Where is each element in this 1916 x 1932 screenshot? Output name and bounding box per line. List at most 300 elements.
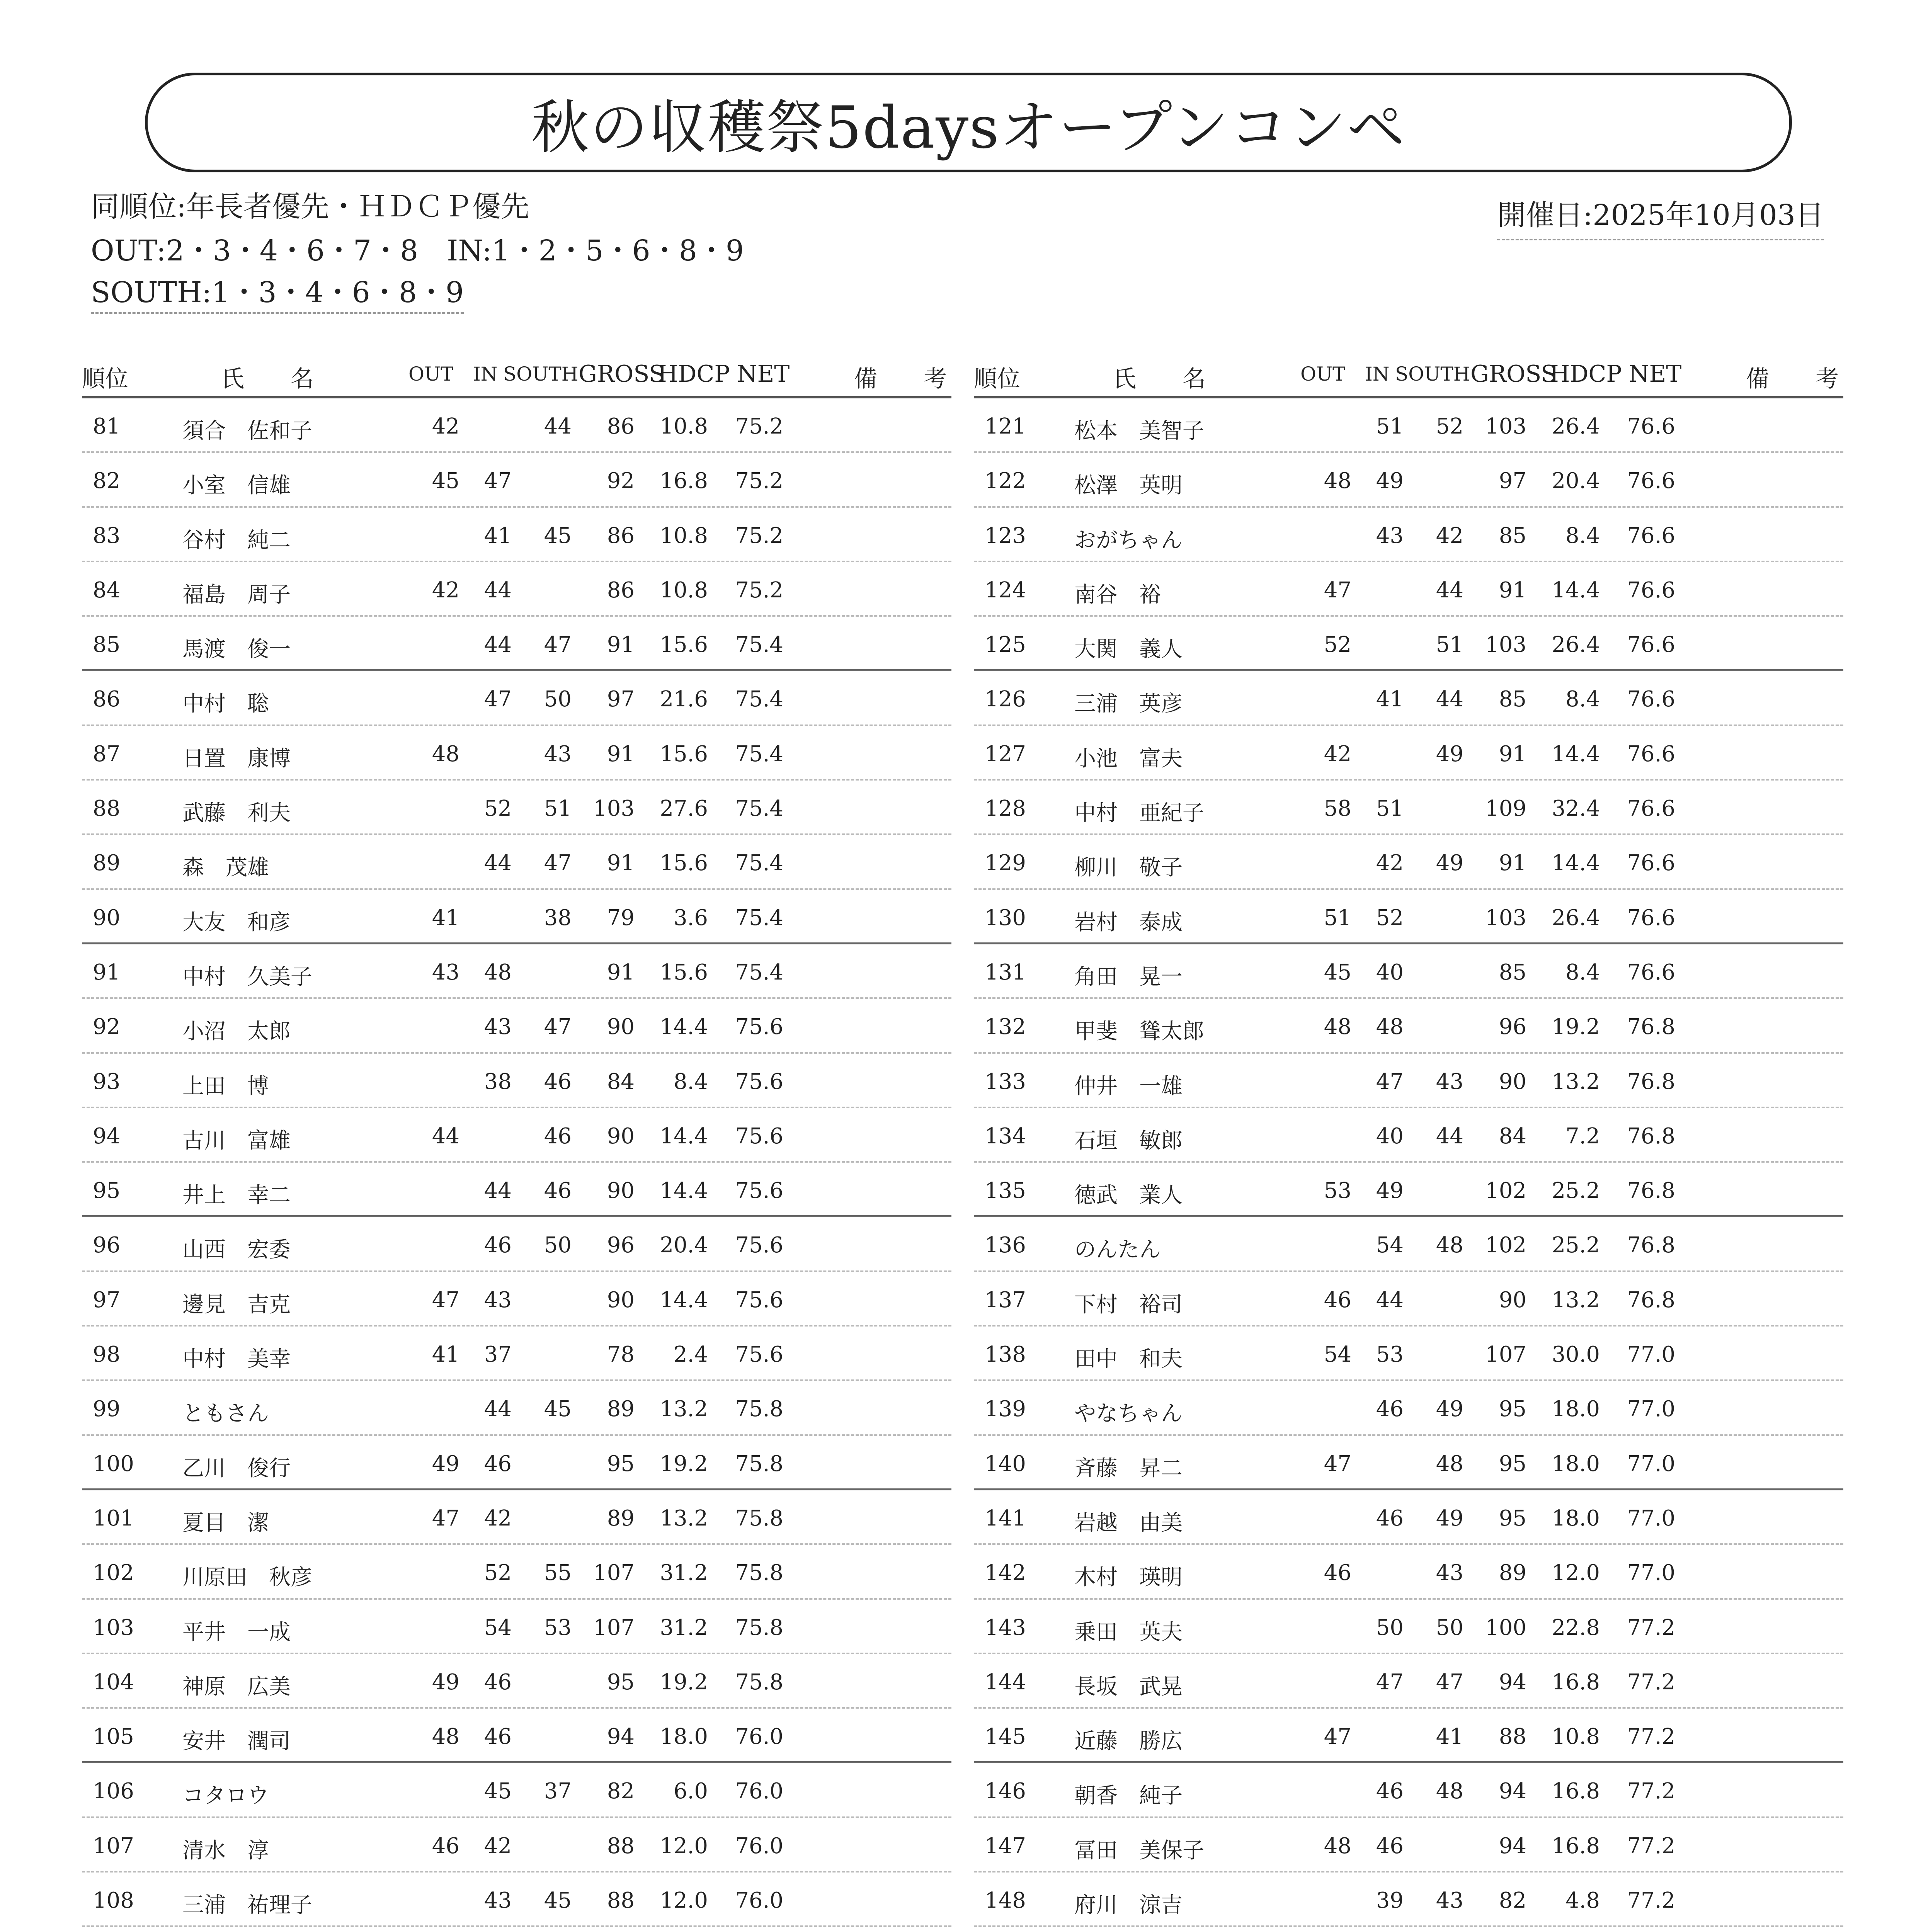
out-cell: 43 (432, 959, 459, 985)
gross-cell: 91 (1499, 741, 1526, 767)
net-cell: 77.2 (1627, 1669, 1675, 1695)
south-cell: 44 (1436, 1123, 1463, 1149)
south-cell: 45 (544, 523, 572, 548)
net-cell: 76.8 (1627, 1178, 1675, 1204)
net-cell: 76.6 (1627, 905, 1675, 930)
name-cell: 南谷 裕 (1074, 582, 1161, 607)
in-cell: 52 (1376, 905, 1404, 930)
name-cell: 三浦 祐理子 (182, 1893, 312, 1918)
table-row (82, 1272, 951, 1327)
hdcp-cell: 14.4 (660, 1123, 708, 1149)
out-cell: 52 (1324, 632, 1351, 658)
hdcp-cell: 13.2 (1552, 1069, 1600, 1094)
hdcp-cell: 26.4 (1552, 414, 1600, 439)
table-row (974, 1490, 1843, 1545)
rank-cell: 137 (985, 1287, 1026, 1313)
hdcp-cell: 10.8 (660, 577, 708, 603)
rank-cell: 100 (93, 1451, 134, 1476)
rank-cell: 97 (93, 1287, 121, 1313)
out-cell: 48 (432, 1724, 459, 1750)
table-row (974, 453, 1843, 507)
gross-cell: 95 (607, 1669, 635, 1695)
hdcp-cell: 15.6 (660, 959, 708, 985)
name-cell: 甲斐 聳太郎 (1074, 1019, 1204, 1044)
table-row (82, 890, 951, 944)
name-cell: 谷村 純二 (182, 527, 291, 553)
hdcp-cell: 3.6 (673, 905, 708, 930)
rank-cell: 93 (93, 1069, 121, 1094)
name-cell: 大友 和彦 (182, 910, 291, 935)
name-cell: 石垣 敏郎 (1074, 1128, 1183, 1153)
rank-cell: 136 (985, 1233, 1026, 1258)
in-cell: 44 (484, 1178, 512, 1204)
in-cell: 46 (484, 1669, 512, 1695)
rank-cell: 87 (93, 741, 121, 767)
name-cell: 大関 義人 (1074, 637, 1183, 662)
name-cell: 邊見 吉克 (182, 1292, 291, 1317)
gross-cell: 107 (593, 1560, 635, 1586)
gross-cell: 91 (607, 959, 635, 985)
hdcp-cell: 14.4 (660, 1287, 708, 1313)
south-cell: 55 (544, 1560, 572, 1586)
south-cell: 49 (1436, 741, 1463, 767)
gross-cell: 85 (1499, 523, 1526, 548)
table-row (974, 1818, 1843, 1872)
rank-cell: 101 (93, 1505, 134, 1531)
net-cell: 75.6 (735, 1014, 783, 1040)
page-title: 秋の収穫祭5daysオープンコンペ (531, 94, 1406, 162)
gross-cell: 94 (607, 1724, 635, 1750)
header-net: NET (737, 361, 790, 388)
gross-cell: 96 (607, 1233, 635, 1258)
net-cell: 75.8 (735, 1560, 783, 1586)
out-cell: 47 (1324, 1451, 1351, 1476)
table-row (974, 1272, 1843, 1327)
gross-cell: 94 (1499, 1669, 1526, 1695)
table-row (974, 1054, 1843, 1108)
net-cell: 76.6 (1627, 959, 1675, 985)
name-cell: 柳川 敬子 (1074, 855, 1183, 881)
rank-cell: 139 (985, 1396, 1026, 1422)
gross-cell: 91 (607, 741, 635, 767)
name-cell: 朝香 純子 (1074, 1783, 1183, 1809)
rank-cell: 143 (985, 1615, 1026, 1640)
name-cell: 中村 久美子 (182, 964, 312, 990)
table-row (974, 508, 1843, 562)
net-cell: 75.2 (735, 577, 783, 603)
hdcp-cell: 15.6 (660, 850, 708, 876)
gross-cell: 86 (607, 523, 635, 548)
gross-cell: 102 (1485, 1178, 1526, 1204)
gross-cell: 96 (1499, 1014, 1526, 1040)
in-cell: 41 (1376, 687, 1404, 712)
table-row (82, 1872, 951, 1927)
table-row (82, 1327, 951, 1381)
south-cell: 47 (544, 1014, 572, 1040)
out-cell: 47 (432, 1287, 459, 1313)
gross-cell: 88 (1499, 1724, 1526, 1750)
out-cell: 58 (1324, 796, 1351, 821)
table-row (82, 781, 951, 835)
name-cell: 神原 広美 (182, 1674, 291, 1699)
net-cell: 75.4 (735, 687, 783, 712)
name-cell: 川原田 秋彦 (182, 1565, 312, 1590)
rank-cell: 138 (985, 1342, 1026, 1367)
in-cell: 49 (1376, 1178, 1404, 1204)
rank-cell: 84 (93, 577, 121, 603)
net-cell: 77.0 (1627, 1505, 1675, 1531)
table-row (82, 1436, 951, 1490)
name-cell: 斉藤 昇二 (1074, 1456, 1183, 1481)
table-row (82, 671, 951, 726)
table-row (82, 562, 951, 617)
hdcp-cell: 18.0 (660, 1724, 708, 1750)
net-cell: 75.2 (735, 523, 783, 548)
tie-rule: 同順位:年長者優先・ＨＤＣＰ優先 (91, 190, 529, 223)
rank-cell: 89 (93, 850, 121, 876)
hdcp-cell: 16.8 (1552, 1779, 1600, 1804)
gross-cell: 90 (1499, 1069, 1526, 1094)
header-remarks: 備 考 (854, 366, 947, 393)
name-cell: 中村 聡 (182, 691, 269, 717)
in-cell: 40 (1376, 1123, 1404, 1149)
header-gross: GROSS (1470, 361, 1557, 388)
out-cell: 46 (1324, 1560, 1351, 1586)
net-cell: 75.2 (735, 414, 783, 439)
gross-cell: 102 (1485, 1233, 1526, 1258)
hdcp-cell: 8.4 (1565, 687, 1600, 712)
out-cell: 49 (432, 1451, 459, 1476)
net-cell: 75.8 (735, 1615, 783, 1640)
header-south: SOUTH (1395, 363, 1470, 385)
table-row (974, 1709, 1843, 1763)
rank-cell: 102 (93, 1560, 134, 1586)
in-cell: 43 (1376, 523, 1404, 548)
out-cell: 49 (432, 1669, 459, 1695)
net-cell: 77.2 (1627, 1888, 1675, 1913)
in-cell: 39 (1376, 1888, 1404, 1913)
rank-cell: 131 (985, 959, 1026, 985)
gross-cell: 86 (607, 414, 635, 439)
hdcp-cell: 12.0 (1552, 1560, 1600, 1586)
out-cell: 48 (432, 741, 459, 767)
hdcp-cell: 10.8 (1552, 1724, 1600, 1750)
south-cell: 48 (1436, 1451, 1463, 1476)
rank-cell: 90 (93, 905, 121, 930)
hdcp-cell: 8.4 (673, 1069, 708, 1094)
hdcp-cell: 20.4 (660, 1233, 708, 1258)
south-cell: 50 (544, 1233, 572, 1258)
hdcp-cell: 10.8 (660, 523, 708, 548)
net-cell: 76.8 (1627, 1123, 1675, 1149)
in-cell: 51 (1376, 796, 1404, 821)
rank-cell: 104 (93, 1669, 134, 1695)
rank-cell: 106 (93, 1779, 134, 1804)
table-row (82, 617, 951, 671)
table-row (82, 1709, 951, 1763)
net-cell: 76.6 (1627, 523, 1675, 548)
name-cell: 角田 晃一 (1074, 964, 1183, 990)
net-cell: 76.0 (735, 1888, 783, 1913)
rank-cell: 121 (985, 414, 1026, 439)
south-cell: 51 (1436, 632, 1463, 658)
south-cell: 46 (544, 1069, 572, 1094)
name-cell: 岩村 泰成 (1074, 910, 1183, 935)
in-cell: 42 (484, 1505, 512, 1531)
south-cell: 41 (1436, 1724, 1463, 1750)
out-in-holes: OUT:2・3・4・6・7・8 IN:1・2・5・6・8・9 (91, 234, 744, 267)
out-cell: 42 (432, 577, 459, 603)
south-cell: 43 (1436, 1560, 1463, 1586)
hdcp-cell: 13.2 (660, 1396, 708, 1422)
net-cell: 77.2 (1627, 1615, 1675, 1640)
hdcp-cell: 26.4 (1552, 632, 1600, 658)
name-cell: 武藤 利夫 (182, 801, 291, 826)
in-cell: 50 (1376, 1615, 1404, 1640)
in-cell: 47 (484, 468, 512, 494)
rank-cell: 96 (93, 1233, 121, 1258)
net-cell: 77.2 (1627, 1833, 1675, 1859)
south-cell: 48 (1436, 1233, 1463, 1258)
out-cell: 42 (432, 414, 459, 439)
table-header (974, 350, 1843, 398)
in-cell: 45 (484, 1779, 512, 1804)
net-cell: 75.4 (735, 796, 783, 821)
in-cell: 51 (1376, 414, 1404, 439)
net-cell: 76.6 (1627, 468, 1675, 494)
gross-cell: 84 (1499, 1123, 1526, 1149)
in-cell: 38 (484, 1069, 512, 1094)
south-cell: 46 (544, 1178, 572, 1204)
header-out: OUT (1300, 363, 1346, 385)
table-row (82, 1381, 951, 1435)
south-cell: 49 (1436, 1396, 1463, 1422)
rank-cell: 125 (985, 632, 1026, 658)
south-holes: SOUTH:1・3・4・6・8・9 (91, 278, 464, 314)
in-cell: 44 (484, 632, 512, 658)
table-row (974, 617, 1843, 671)
name-cell: 長坂 武晃 (1074, 1674, 1183, 1699)
gross-cell: 88 (607, 1833, 635, 1859)
hdcp-cell: 32.4 (1552, 796, 1600, 821)
net-cell: 75.4 (735, 741, 783, 767)
name-cell: 冨田 美保子 (1074, 1838, 1204, 1863)
table-row (82, 1490, 951, 1545)
hdcp-cell: 14.4 (1552, 577, 1600, 603)
name-cell: 松澤 英明 (1074, 473, 1183, 498)
south-cell: 47 (544, 850, 572, 876)
net-cell: 76.6 (1627, 577, 1675, 603)
net-cell: 75.8 (735, 1669, 783, 1695)
hdcp-cell: 22.8 (1552, 1615, 1600, 1640)
rank-cell: 134 (985, 1123, 1026, 1149)
south-cell: 44 (1436, 577, 1463, 603)
in-cell: 49 (1376, 468, 1404, 494)
table-row (974, 1163, 1843, 1217)
name-cell: 小池 富夫 (1074, 746, 1183, 771)
net-cell: 76.8 (1627, 1233, 1675, 1258)
south-cell: 44 (1436, 687, 1463, 712)
net-cell: 77.0 (1627, 1396, 1675, 1422)
gross-cell: 95 (1499, 1451, 1526, 1476)
hdcp-cell: 19.2 (660, 1669, 708, 1695)
name-cell: 三浦 英彦 (1074, 691, 1183, 717)
gross-cell: 89 (607, 1505, 635, 1531)
net-cell: 77.0 (1627, 1560, 1675, 1586)
gross-cell: 89 (1499, 1560, 1526, 1586)
net-cell: 75.6 (735, 1123, 783, 1149)
rank-cell: 140 (985, 1451, 1026, 1476)
table-row (974, 1436, 1843, 1490)
out-cell: 51 (1324, 905, 1351, 930)
header-net: NET (1629, 361, 1682, 388)
in-cell: 44 (1376, 1287, 1404, 1313)
name-cell: 井上 幸二 (182, 1183, 291, 1208)
net-cell: 76.6 (1627, 796, 1675, 821)
gross-cell: 89 (607, 1396, 635, 1422)
out-cell: 48 (1324, 468, 1351, 494)
table-row (82, 1217, 951, 1272)
in-cell: 47 (1376, 1069, 1404, 1094)
south-cell: 53 (544, 1615, 572, 1640)
rank-cell: 148 (985, 1888, 1026, 1913)
name-cell: 平井 一成 (182, 1619, 291, 1645)
gross-cell: 95 (607, 1451, 635, 1476)
header-remarks: 備 考 (1746, 366, 1839, 393)
net-cell: 76.0 (735, 1833, 783, 1859)
net-cell: 75.4 (735, 850, 783, 876)
in-cell: 46 (484, 1724, 512, 1750)
header-hdcp: HDCP (1550, 361, 1622, 388)
rank-cell: 147 (985, 1833, 1026, 1859)
name-cell: 山西 宏委 (182, 1237, 291, 1263)
in-cell: 42 (484, 1833, 512, 1859)
out-cell: 42 (1324, 741, 1351, 767)
header-rank: 順位 (82, 366, 128, 393)
hdcp-cell: 31.2 (660, 1615, 708, 1640)
name-cell: 古川 富雄 (182, 1128, 291, 1153)
name-cell: 木村 瑛明 (1074, 1565, 1183, 1590)
hdcp-cell: 27.6 (660, 796, 708, 821)
rank-cell: 95 (93, 1178, 121, 1204)
net-cell: 76.8 (1627, 1069, 1675, 1094)
table-row (974, 1654, 1843, 1709)
table-row (82, 1600, 951, 1654)
in-cell: 41 (484, 523, 512, 548)
table-row (82, 726, 951, 781)
rank-cell: 86 (93, 687, 121, 712)
in-cell: 46 (1376, 1396, 1404, 1422)
in-cell: 54 (1376, 1233, 1404, 1258)
south-cell: 47 (1436, 1669, 1463, 1695)
hdcp-cell: 12.0 (660, 1888, 708, 1913)
name-cell: 須合 佐和子 (182, 418, 312, 444)
rank-cell: 108 (93, 1888, 134, 1913)
hdcp-cell: 18.0 (1552, 1396, 1600, 1422)
south-cell: 46 (544, 1123, 572, 1149)
south-cell: 49 (1436, 850, 1463, 876)
hdcp-cell: 8.4 (1565, 523, 1600, 548)
in-cell: 46 (1376, 1505, 1404, 1531)
hdcp-cell: 13.2 (1552, 1287, 1600, 1313)
hdcp-cell: 20.4 (1552, 468, 1600, 494)
net-cell: 75.6 (735, 1069, 783, 1094)
rank-cell: 94 (93, 1123, 121, 1149)
hdcp-cell: 18.0 (1552, 1451, 1600, 1476)
results-table-right (974, 350, 1843, 1932)
gross-cell: 90 (1499, 1287, 1526, 1313)
event-date: 開催日:2025年10月03日 (1497, 192, 1824, 240)
gross-cell: 97 (1499, 468, 1526, 494)
table-row (974, 1545, 1843, 1599)
out-cell: 48 (1324, 1014, 1351, 1040)
gross-cell: 90 (607, 1123, 635, 1149)
out-cell: 53 (1324, 1178, 1351, 1204)
hdcp-cell: 16.8 (1552, 1833, 1600, 1859)
in-cell: 47 (1376, 1669, 1404, 1695)
out-cell: 41 (432, 905, 459, 930)
name-cell: 馬渡 俊一 (182, 637, 291, 662)
in-cell: 46 (484, 1233, 512, 1258)
hdcp-cell: 26.4 (1552, 905, 1600, 930)
header-gross: GROSS (579, 361, 665, 388)
in-cell: 43 (484, 1014, 512, 1040)
gross-cell: 94 (1499, 1833, 1526, 1859)
hdcp-cell: 14.4 (660, 1014, 708, 1040)
table-row (974, 835, 1843, 889)
in-cell: 40 (1376, 959, 1404, 985)
gross-cell: 107 (1485, 1342, 1526, 1367)
header-in: IN (473, 363, 498, 385)
south-cell: 43 (1436, 1888, 1463, 1913)
gross-cell: 79 (607, 905, 635, 930)
gross-cell: 85 (1499, 959, 1526, 985)
net-cell: 77.2 (1627, 1724, 1675, 1750)
gross-cell: 92 (607, 468, 635, 494)
hdcp-cell: 14.4 (1552, 850, 1600, 876)
south-cell: 42 (1436, 523, 1463, 548)
gross-cell: 91 (607, 632, 635, 658)
name-cell: ともさん (182, 1401, 269, 1427)
table-row (974, 1381, 1843, 1435)
gross-cell: 90 (607, 1178, 635, 1204)
gross-cell: 91 (1499, 850, 1526, 876)
rank-cell: 126 (985, 687, 1026, 712)
name-cell: 田中 和夫 (1074, 1347, 1183, 1372)
rank-cell: 142 (985, 1560, 1026, 1586)
in-cell: 44 (484, 850, 512, 876)
out-cell: 45 (1324, 959, 1351, 985)
table-row (82, 1054, 951, 1108)
table-row (82, 1545, 951, 1599)
rank-cell: 144 (985, 1669, 1026, 1695)
gross-cell: 82 (607, 1779, 635, 1804)
gross-cell: 90 (607, 1287, 635, 1313)
in-cell: 46 (1376, 1779, 1404, 1804)
table-row (82, 999, 951, 1053)
hdcp-cell: 6.0 (673, 1779, 708, 1804)
hdcp-cell: 16.8 (1552, 1669, 1600, 1695)
in-cell: 46 (484, 1451, 512, 1476)
in-cell: 53 (1376, 1342, 1404, 1367)
table-row (974, 890, 1843, 944)
gross-cell: 97 (607, 687, 635, 712)
south-cell: 51 (544, 796, 572, 821)
table-row (974, 999, 1843, 1053)
net-cell: 76.6 (1627, 741, 1675, 767)
header-hdcp: HDCP (658, 361, 730, 388)
table-row (974, 1927, 1843, 1932)
